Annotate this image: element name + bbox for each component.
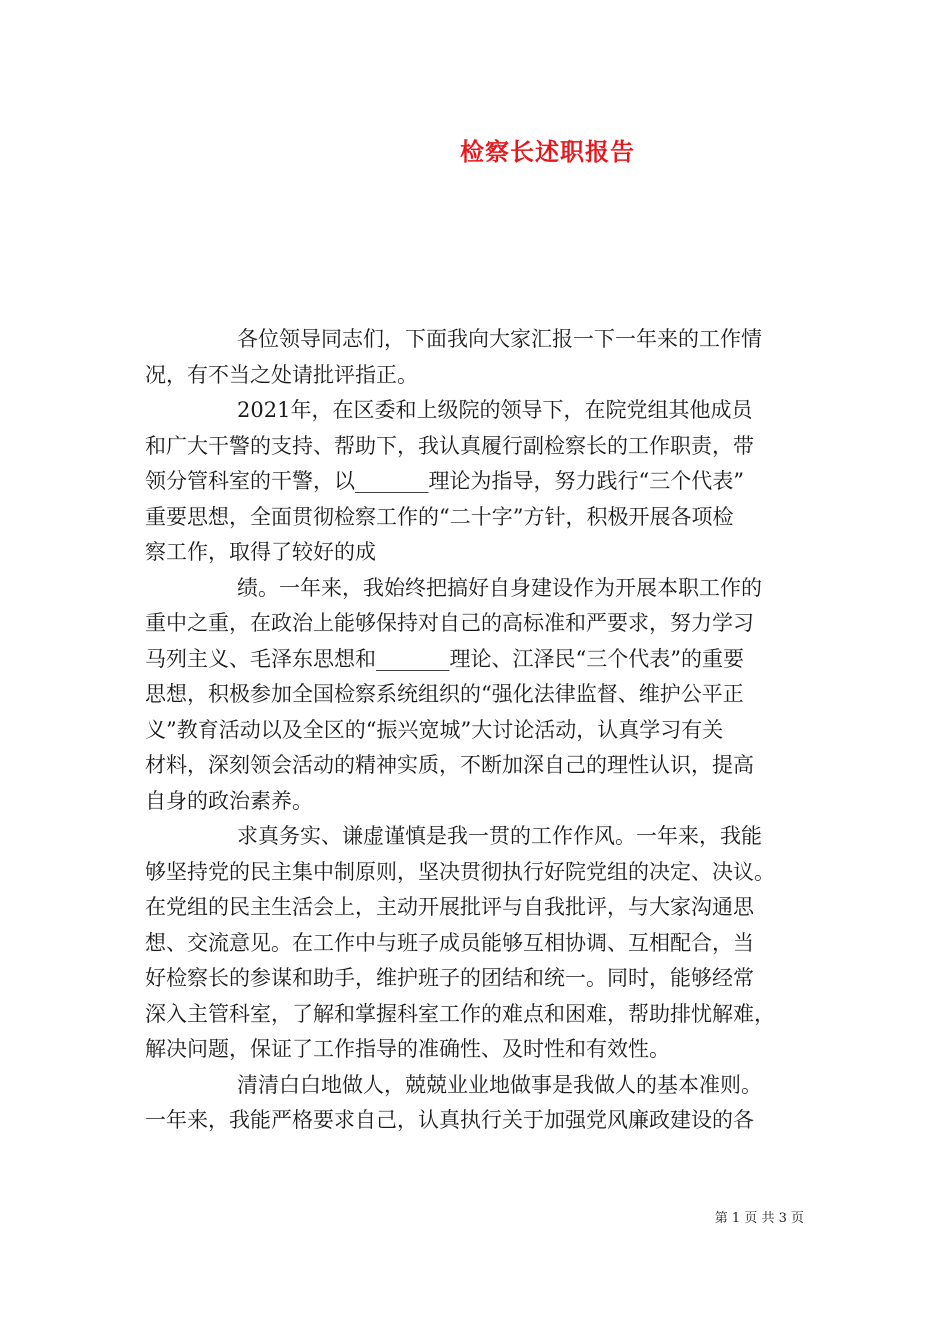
- paragraph: [145, 1068, 810, 1139]
- text-line: 好检察长的参谋和助手，维护班子的团结和统一。同时，能够经常: [145, 966, 754, 990]
- text-line: 察工作，取得了较好的成: [145, 540, 376, 564]
- text-line: 清清白白地做人，兢兢业业地做事是我做人的基本准则。: [237, 1072, 762, 1097]
- text-line: 思想，积极参加全国检察系统组织的“强化法律监督、维护公平正: [145, 682, 744, 706]
- text-line: 解决问题，保证了工作指导的准确性、及时性和有效性。: [145, 1037, 670, 1061]
- text-line: 自身的政治素养。: [145, 788, 313, 813]
- text-line: 够坚持党的民主集中制原则，坚决贯彻执行好院党组的决定、决议。: [145, 859, 775, 884]
- text-line: 想、交流意见。在工作中与班子成员能够互相协调、互相配合，当: [145, 930, 754, 955]
- text-line: 一年来，我能严格要求自己，认真执行关于加强党风廉政建设的各: [145, 1108, 754, 1132]
- text-line: 2021年，在区委和上级院的领导下，在院党组其他成员: [237, 398, 753, 422]
- paragraph: [145, 322, 810, 393]
- paragraph: [145, 819, 810, 1068]
- text-line: 领分管科室的干警，以_______理论为指导，努力践行“三个代表”: [145, 469, 744, 493]
- paragraph: [145, 393, 810, 571]
- text-line: 重中之重，在政治上能够保持对自己的高标准和严要求，努力学习: [145, 611, 754, 635]
- paragraph: [145, 571, 810, 820]
- text-line: 材料，深刻领会活动的精神实质，不断加深自己的理性认识，提高: [145, 753, 754, 777]
- text-line: 重要思想，全面贯彻检察工作的“二十字”方针，积极开展各项检: [145, 504, 734, 529]
- text-line: 深入主管科室，了解和掌握科室工作的难点和困难，帮助排忧解难，: [145, 1001, 775, 1026]
- text-line: 况，有不当之处请批评指正。: [145, 362, 418, 387]
- text-line: 各位领导同志们，下面我向大家汇报一下一年来的工作情: [237, 327, 762, 351]
- text-line: 马列主义、毛泽东思想和_______理论、江泽民“三个代表”的重要: [145, 646, 744, 671]
- text-line: 求真务实、谦虚谨慎是我一贯的工作作风。一年来，我能: [237, 824, 762, 848]
- text-line: 和广大干警的支持、帮助下，我认真履行副检察长的工作职责，带: [145, 433, 754, 458]
- document-title: 检察长述职报告: [460, 137, 635, 166]
- text-line: 义”教育活动以及全区的“振兴宽城”大讨论活动，认真学习有关: [145, 717, 724, 742]
- text-line: 在党组的民主生活会上，主动开展批评与自我批评，与大家沟通思: [145, 895, 754, 919]
- document-body: [145, 322, 810, 1139]
- page-footer: 第 1 页 共 3 页: [714, 1211, 804, 1226]
- text-line: 绩。一年来，我始终把搞好自身建设作为开展本职工作的: [237, 575, 762, 600]
